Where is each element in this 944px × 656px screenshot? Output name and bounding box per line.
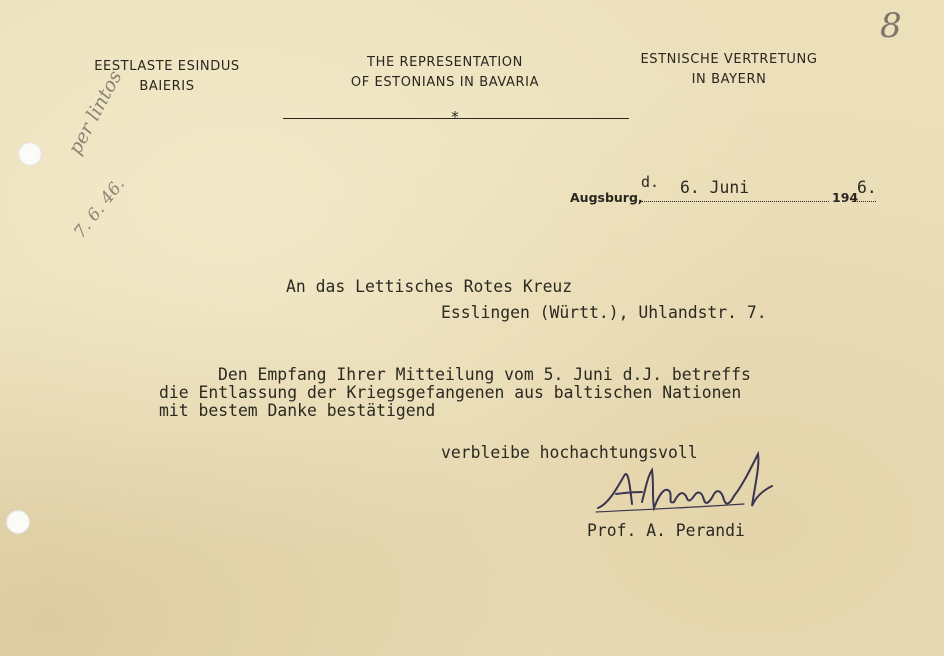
letterhead-english (320, 53, 570, 93)
dateline-city: Augsburg, (570, 190, 643, 205)
letterhead-english-line1: THE REPRESENTATION (367, 55, 523, 70)
recipient-line1: An das Lettisches Rotes Kreuz (286, 277, 573, 296)
closing-phrase: verbleibe hochachtungsvoll (441, 443, 698, 462)
divider-star: * (451, 108, 459, 126)
letterhead-german-line1: ESTNISCHE VERTRETUNG (640, 52, 818, 67)
dateline-year-typed: 6. (857, 178, 877, 197)
punch-hole-top (18, 142, 42, 166)
dateline-prefix: d. (641, 173, 660, 191)
letterhead-german-line2: IN BAYERN (691, 72, 767, 87)
body-line2: die Entlassung der Kriegsgefangenen aus baltischen Nationen (159, 383, 742, 402)
dateline-year-printed: 194 (832, 190, 859, 205)
body-line3: mit bestem Danke bestätigend (159, 401, 436, 420)
letterhead-german (614, 50, 844, 90)
body-line1: Den Empfang Ihrer Mitteilung vom 5. Juni d.J. betreffs (218, 365, 751, 384)
signer-name: Prof. A. Perandi (587, 521, 745, 540)
letterhead-english-line2: OF ESTONIANS IN BAVARIA (350, 75, 540, 90)
pencil-note-line2: 7. 6. 46. (70, 174, 130, 243)
pencil-corner-mark: 8 (880, 6, 902, 46)
dateline-dotted-line (641, 201, 829, 202)
handwritten-signature (594, 446, 784, 530)
punch-hole-bottom (6, 510, 30, 534)
dateline-date: 6. Juni (680, 178, 750, 197)
letterhead-estonian-line1: EESTLASTE ESINDUS (94, 59, 240, 74)
recipient-line2: Esslingen (Württ.), Uhlandstr. 7. (441, 303, 767, 322)
letterhead-estonian-line2: BAIERIS (139, 79, 195, 94)
pencil-note-line1: per lintos (64, 66, 127, 159)
